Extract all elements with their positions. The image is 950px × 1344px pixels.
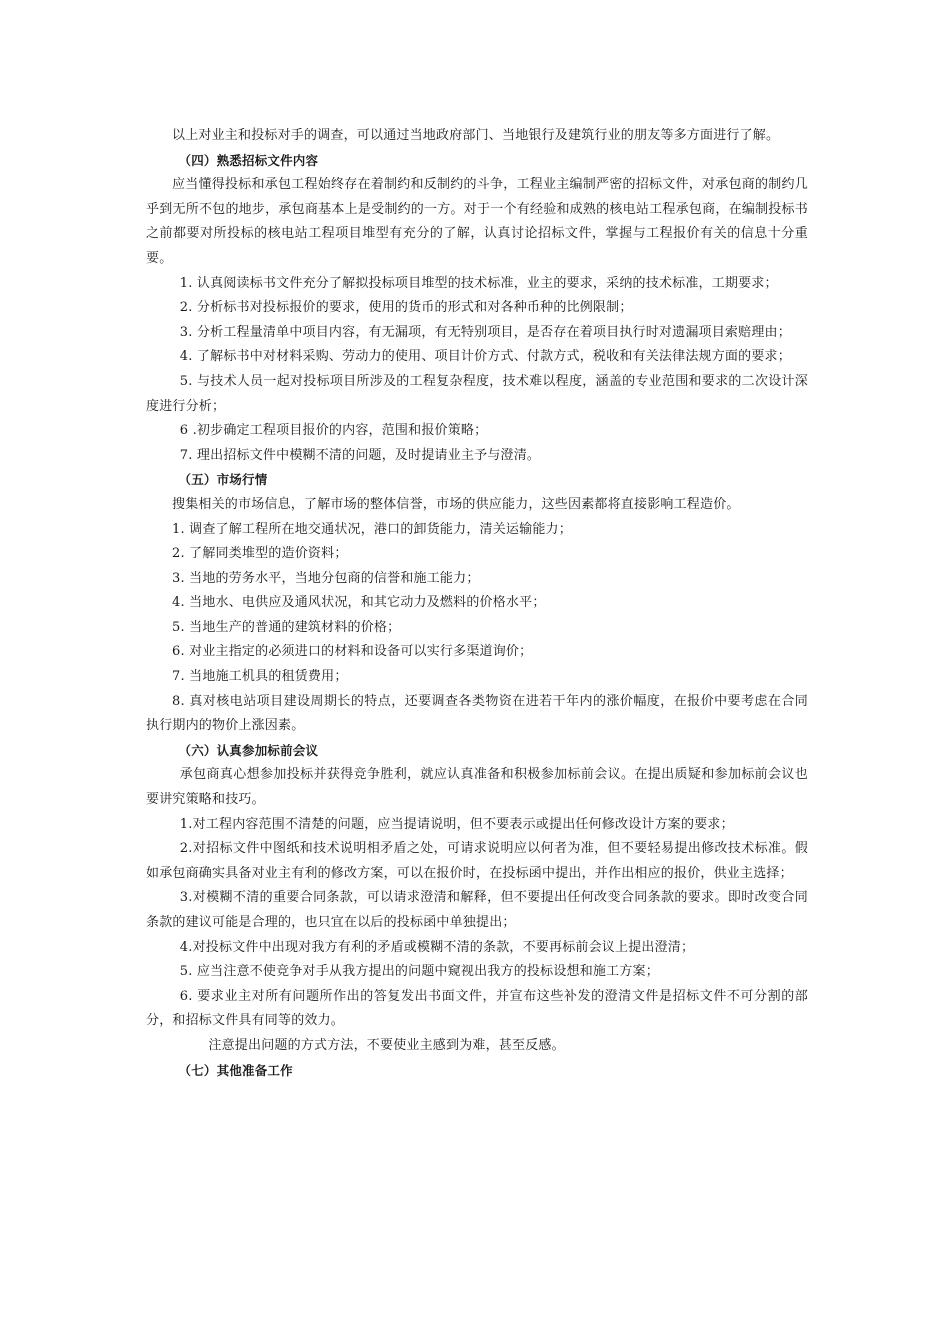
paragraph: 注意提出问题的方式方法，不要使业主感到为难，甚至反感。 [208,1037,565,1053]
list-item: 3. 分析工程量清单中项目内容，有无漏项，有无特别项目，是否存在着项目执行时对遗漏项目索赔理由； [179,324,791,340]
paragraph: 应当懂得投标和承包工程始终存在着制约和反制约的斗争，工程业主编制严密的招标文件，对承包商的制约几乎到无所不包的地步，承包商基本上是受制约的一方。对于一个有经验和成熟的核电站工程承包商，在编制投标书之前都要对所投标的核电站工程项目堆型有充分的了解，认真讨论招标文件，掌握与工程报价有关的信息十分重要。 [146,177,808,266]
list-item: 2.对招标文件中图纸和技术说明相矛盾之处，可请求说明应以何者为准，但不要轻易提出修改技术标准。假如承包商确实具备对业主有利的修改方案，可以在报价时，在投标函中提出，并作出相应的报价，供业主选择； [146,841,808,881]
list-item: 1. 认真阅读标书文件充分了解拟投标项目堆型的技术标准，业主的要求，采纳的技术标准，工期要求； [179,275,778,291]
list-item: 6. 对业主指定的必须进口的材料和设备可以实行多渠道询价； [172,644,533,660]
list-item: 3. 当地的劳务水平，当地分包商的信誉和施工能力； [172,570,480,586]
list-item: 5. 应当注意不使竞争对手从我方提出的问题中窥视出我方的投标设想和施工方案； [179,964,659,980]
section-heading: （七）其他准备工作 [178,1062,293,1078]
list-item: 7. 当地施工机具的租赁费用； [172,669,348,685]
paragraph: 搜集相关的市场信息，了解市场的整体信誉，市场的供应能力，这些因素都将直接影响工程造价。 [172,496,740,512]
document-page [146,124,808,1083]
paragraph: 承包商真心想参加投标并获得竞争胜利，就应认真准备和积极参加标前会议。在提出质疑和参加标前会议也要讲究策略和技巧。 [146,767,808,808]
list-item: 5. 当地生产的普通的建筑材料的价格； [172,619,401,635]
list-item: 3.对模糊不清的重要合同条款，可以请求澄清和解释，但不要提出任何改变合同条款的要求。即时改变合同条款的建议可能是合理的，也只宜在以后的投标函中单独提出； [146,890,808,930]
list-item: 4. 当地水、电供应及通风状况，和其它动力及燃料的价格水平； [172,595,546,611]
paragraph: 以上对业主和投标对手的调查，可以通过当地政府部门、当地银行及建筑行业的朋友等多方面进行了解。 [172,128,780,143]
list-item: 5. 与技术人员一起对投标项目所涉及的工程复杂程度，技术难以程度，涵盖的专业范围和要求的二次设计深度进行分析； [146,373,808,414]
list-item: 4. 了解标书中对材料采购、劳动力的使用、项目计价方式、付款方式，税收和有关法律法规方面的要求； [179,349,791,365]
list-item: 2. 了解同类堆型的造价资料； [172,546,348,562]
list-item: 7. 理出招标文件中模糊不清的问题，及时提请业主予与澄清。 [179,447,541,463]
list-item: 1.对工程内容范围不清楚的问题，应当提请说明，但不要表示或提出任何修改设计方案的要求； [179,816,734,832]
section-heading: （五）市场行情 [178,472,268,488]
list-item: 8. 真对核电站项目建设周期长的特点，还要调查各类物资在进若干年内的涨价幅度，在报价中要考虑在合同执行期内的物价上涨因素。 [146,693,808,734]
list-item: 1. 调查了解工程所在地交通状况，港口的卸货能力，清关运输能力； [172,521,572,537]
list-item: 6 .初步确定工程项目报价的内容，范围和报价策略； [179,423,488,439]
section-heading: （六）认真参加标前会议 [178,742,319,758]
list-item: 4.对投标文件中出现对我方有利的矛盾或模糊不清的条款，不要再标前会议上提出澄清； [179,939,695,955]
section-heading: （四）熟悉招标文件内容 [178,152,319,168]
list-item: 6. 要求业主对所有问题所作出的答复发出书面文件，并宣布这些补发的澄清文件是招标文件不可分割的部分，和招标文件具有同等的效力。 [146,988,808,1029]
list-item: 2. 分析标书对投标报价的要求，使用的货币的形式和对各种币种的比例限制； [179,300,633,316]
